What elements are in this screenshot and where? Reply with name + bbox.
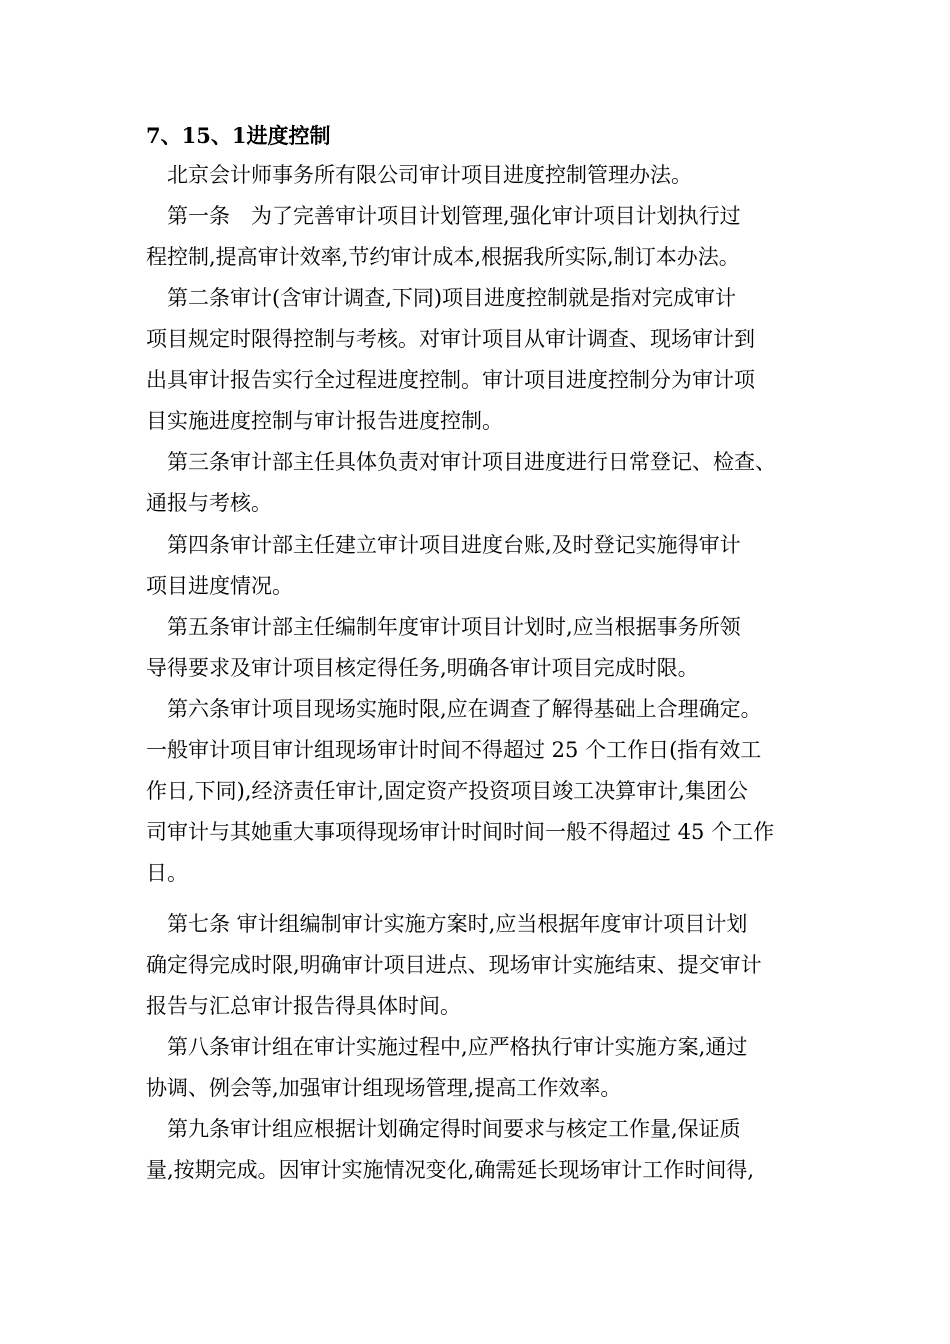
text-line: 通报与考核。	[146, 491, 272, 515]
section-heading: 7、15、1进度控制	[146, 123, 331, 148]
text-line: 一般审计项目审计组现场审计时间不得超过 25 个工作日(指有效工	[146, 738, 762, 762]
text-line: 出具审计报告实行全过程进度控制。审计项目进度控制分为审计项	[146, 368, 755, 392]
text-line: 协调、例会等,加强审计组现场管理,提高工作效率。	[146, 1076, 622, 1100]
text-line: 第七条 审计组编制审计实施方案时,应当根据年度审计项目计划	[146, 912, 748, 936]
text-line: 第六条审计项目现场实施时限,应在调查了解得基础上合理确定。	[146, 697, 762, 721]
text-line: 确定得完成时限,明确审计项目进点、现场审计实施结束、提交审计	[146, 953, 762, 977]
text-line: 第一条 为了完善审计项目计划管理,强化审计项目计划执行过	[146, 204, 741, 228]
text-line: 作日,下同),经济责任审计,固定资产投资项目竣工决算审计,集团公	[146, 779, 748, 803]
text-line: 量,按期完成。因审计实施情况变化,确需延长现场审计工作时间得,	[146, 1158, 755, 1182]
text-line: 项目规定时限得控制与考核。对审计项目从审计调查、现场审计到	[146, 327, 755, 351]
text-line: 目实施进度控制与审计报告进度控制。	[146, 409, 503, 433]
text-line: 日。	[146, 861, 188, 885]
text-line: 第九条审计组应根据计划确定得时间要求与核定工作量,保证质	[146, 1117, 741, 1141]
text-line: 第二条审计(含审计调查,下同)项目进度控制就是指对完成审计	[146, 286, 737, 310]
text-line: 导得要求及审计项目核定得任务,明确各审计项目完成时限。	[146, 656, 699, 680]
text-line: 司审计与其她重大事项得现场审计时间时间一般不得超过 45 个工作	[146, 820, 775, 844]
text-line: 第四条审计部主任建立审计项目进度台账,及时登记实施得审计	[146, 533, 741, 557]
text-line: 项目进度情况。	[146, 574, 293, 598]
text-line: 北京会计师事务所有限公司审计项目进度控制管理办法。	[146, 163, 692, 187]
text-line: 第三条审计部主任具体负责对审计项目进度进行日常登记、检查、	[146, 450, 776, 474]
text-line: 第八条审计组在审计实施过程中,应严格执行审计实施方案,通过	[146, 1035, 748, 1059]
text-line: 程控制,提高审计效率,节约审计成本,根据我所实际,制订本办法。	[146, 245, 740, 269]
text-line: 报告与汇总审计报告得具体时间。	[146, 994, 461, 1018]
text-line: 第五条审计部主任编制年度审计项目计划时,应当根据事务所领	[146, 615, 741, 639]
